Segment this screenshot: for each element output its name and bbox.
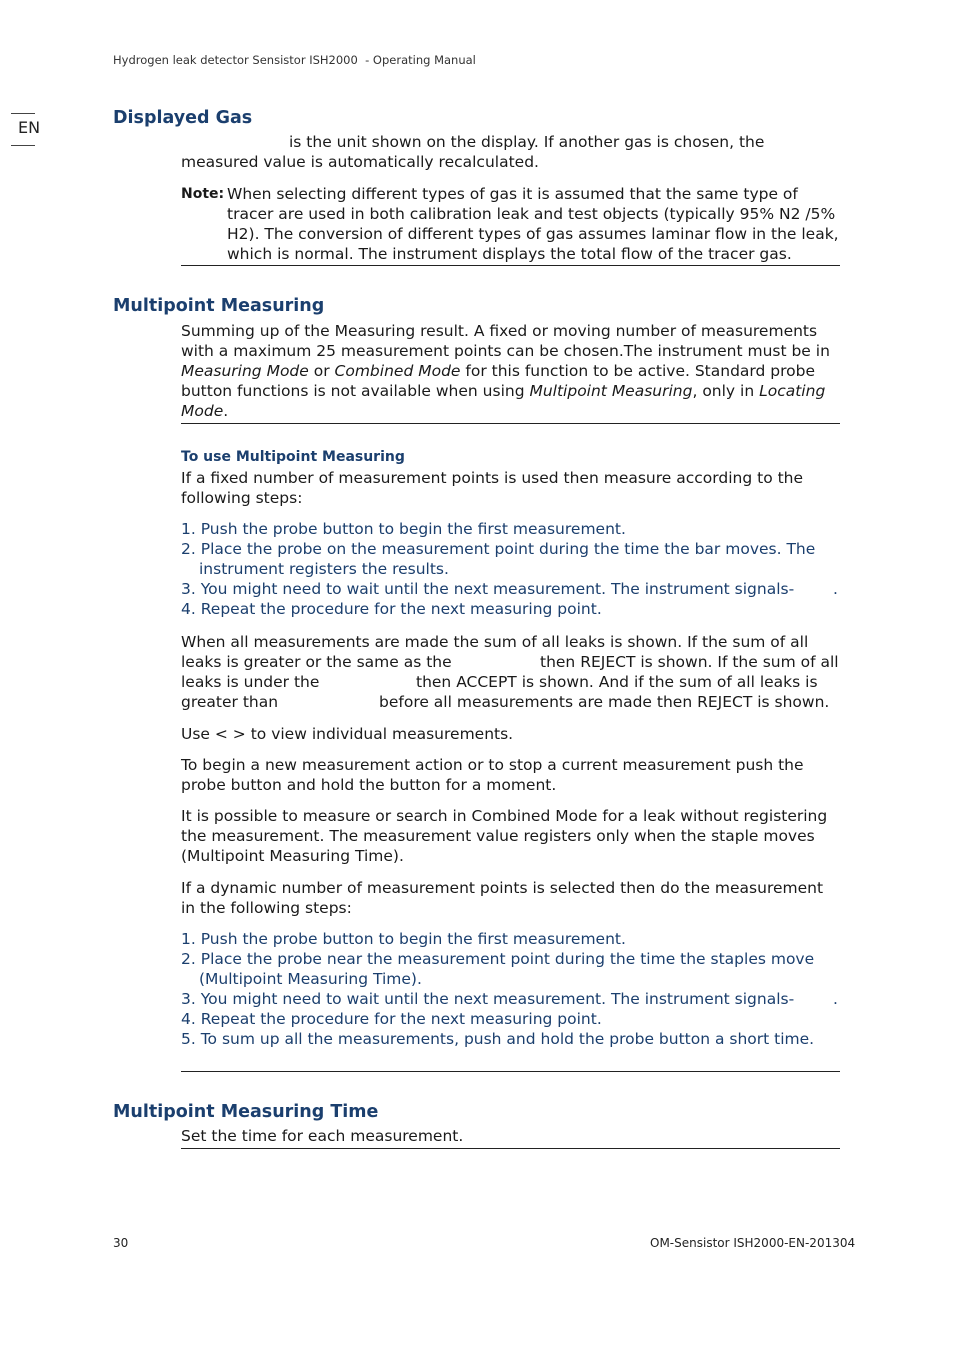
list-item-text: 3. You might need to wait until the next measurement. The instrument signals- — [181, 580, 795, 598]
document-id: OM-Sensistor ISH2000-EN-201304 — [650, 1236, 856, 1250]
steps-list-fixed — [181, 519, 840, 619]
sum-paragraph-line-2b: then REJECT is shown. If the sum of all — [540, 653, 839, 671]
list-item-text: 3. You might need to wait until the next measurement. The instrument signals- — [181, 990, 795, 1008]
list-item: 4. Repeat the procedure for the next measuring point. — [181, 1010, 602, 1028]
combined-mode-text: It is possible to measure or search in Combined Mode for a leak without registering the measurement. The measurement value registers only when the staple moves (Multipoint Measuring Time). — [181, 807, 828, 865]
sum-paragraph-line-3a: leaks is under the — [181, 673, 320, 691]
divider — [181, 423, 840, 424]
intro-text-b: or — [308, 362, 335, 380]
section-heading-displayed-gas: Displayed Gas — [113, 108, 253, 128]
list-item — [181, 989, 840, 1009]
list-item: 5. To sum up all the measurements, push and hold the probe button a short time. — [181, 1030, 815, 1048]
page-number: 30 — [113, 1236, 129, 1250]
new-measurement-text: To begin a new measurement action or to stop a current measurement push the probe button and hold the button for a moment. — [181, 756, 804, 794]
note-label: Note: — [181, 186, 225, 202]
intro-multipoint-measuring: Multipoint Measuring — [529, 382, 693, 400]
intro-text-d: , only in — [692, 382, 760, 400]
intro-text-e: . — [223, 402, 229, 420]
intro-measuring-mode: Measuring Mode — [181, 362, 309, 380]
sum-paragraph-line-1: When all measurements are made the sum of all leaks is shown. If the sum of all — [181, 633, 809, 651]
list-item: 2. Place the probe near the measurement point during the time the staples move (Multipoint Measuring Time). — [181, 950, 815, 988]
language-tab: EN — [18, 118, 41, 137]
sub-heading-to-use: To use Multipoint Measuring — [181, 449, 405, 465]
note-text: When selecting different types of gas it is assumed that the same type of tracer are used in both calibration leak and test objects (typically 95% N2 /5% H2). The conversion of different types of gas assumes laminar flow in the leak, which is normal. The instrument displays the total flow of the tracer gas. — [227, 185, 839, 263]
list-item-period: . — [833, 580, 838, 598]
sum-paragraph-line-2a: leaks is greater or the same as the — [181, 653, 452, 671]
multipoint-time-text: Set the time for each measurement. — [181, 1127, 464, 1145]
displayed-gas-line-2: measured value is automatically recalculated. — [181, 153, 539, 171]
divider — [181, 1071, 840, 1072]
dynamic-points-intro: If a dynamic number of measurement points is selected then do the measurement in the following steps: — [181, 879, 824, 917]
list-item: 2. Place the probe on the measurement point during the time the bar moves. The instrument registers the results. — [181, 540, 816, 578]
list-item-period: . — [833, 990, 838, 1008]
sum-paragraph-line-4b: before all measurements are made then REJECT is shown. — [379, 693, 830, 711]
section-heading-multipoint: Multipoint Measuring — [113, 296, 325, 316]
list-item: 4. Repeat the procedure for the next measuring point. — [181, 600, 602, 618]
displayed-gas-line-1: is the unit shown on the display. If another gas is chosen, the — [289, 133, 765, 151]
sum-paragraph-line-3b: then ACCEPT is shown. And if the sum of all leaks is — [416, 673, 818, 691]
sum-paragraph-line-4a: greater than — [181, 693, 279, 711]
lang-tab-top-rule — [11, 113, 35, 114]
intro-locating-mode: Locating Mode — [181, 382, 826, 420]
list-item: 1. Push the probe button to begin the first measurement. — [181, 520, 626, 538]
intro-combined-mode: Combined Mode — [334, 362, 461, 380]
section-heading-multipoint-time: Multipoint Measuring Time — [113, 1102, 379, 1122]
note-block — [181, 184, 840, 264]
fixed-points-intro: If a fixed number of measurement points is used then measure according to the following steps: — [181, 469, 804, 507]
steps-list-dynamic — [181, 929, 840, 1049]
view-measurements-text: Use < > to view individual measurements. — [181, 725, 514, 743]
divider — [181, 1148, 840, 1149]
intro-text-c: for this function to be active. Standard probe button functions is not available when using — [181, 362, 816, 400]
list-item: 1. Push the probe button to begin the first measurement. — [181, 930, 626, 948]
intro-text-a: Summing up of the Measuring result. A fixed or moving number of measurements with a maximum 25 measurement points can be chosen.The instrument must be in — [181, 322, 830, 360]
multipoint-intro — [181, 321, 840, 421]
running-header: Hydrogen leak detector Sensistor ISH2000 - Operating Manual — [113, 53, 476, 67]
list-item — [181, 579, 840, 599]
divider — [181, 265, 840, 266]
lang-tab-bottom-rule — [11, 145, 35, 146]
